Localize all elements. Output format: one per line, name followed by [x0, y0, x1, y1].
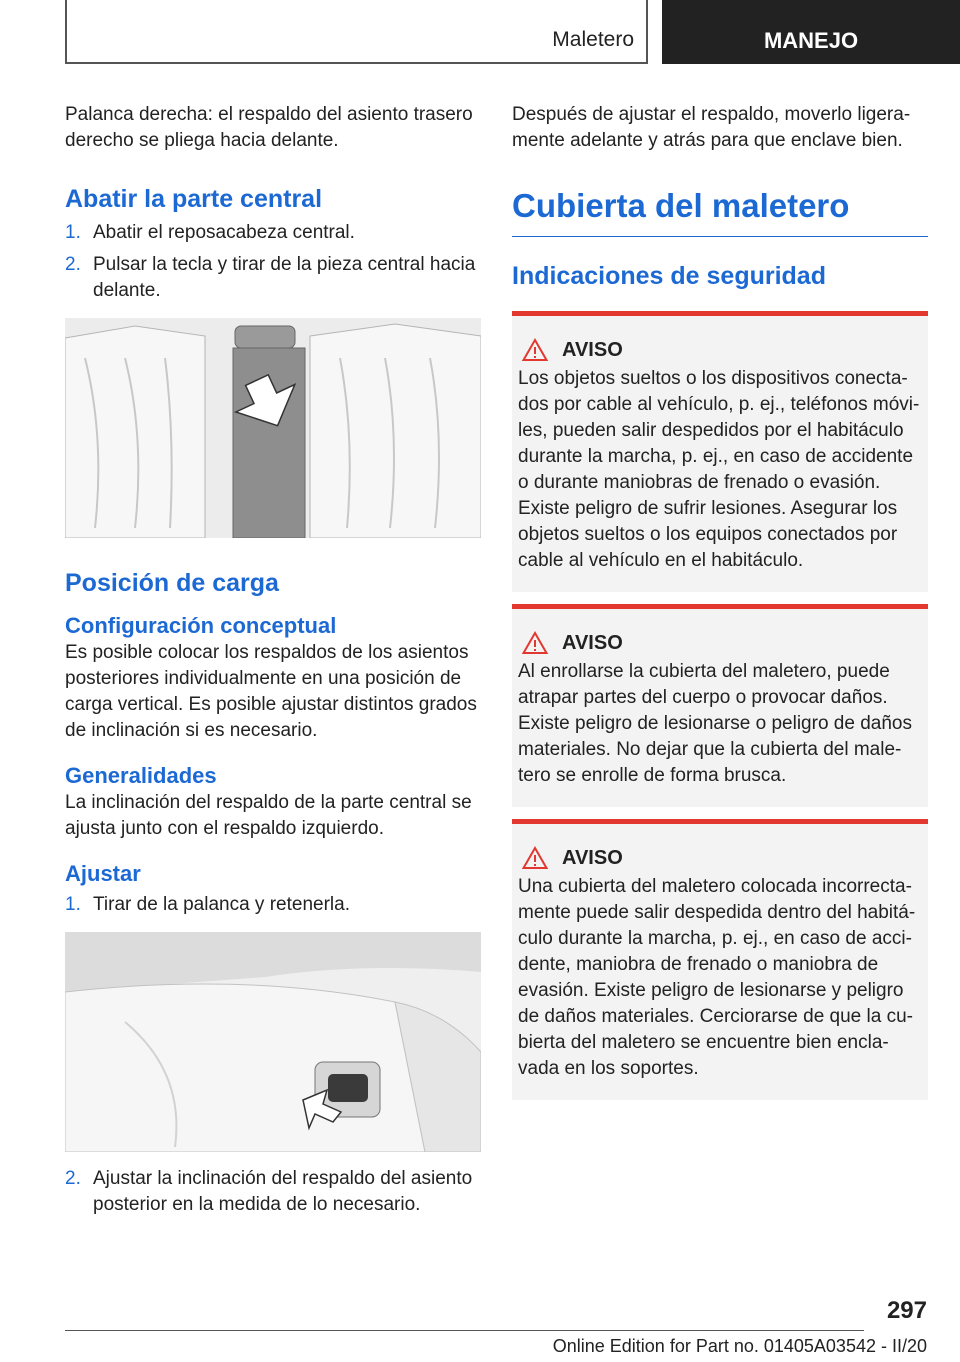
- step-number: 2.: [65, 1168, 81, 1189]
- warning-triangle-icon: [522, 338, 548, 362]
- ajustar-steps-b: [65, 1166, 477, 1218]
- header-chapter-tab: [662, 0, 960, 64]
- warning-triangle-icon: [522, 846, 548, 870]
- config-conceptual-heading: Configuración conceptual: [65, 613, 337, 638]
- warning-box-2: [512, 604, 928, 807]
- footer-divider: [65, 1330, 864, 1331]
- warning-box-1: [512, 311, 928, 592]
- warning-text: Los objetos sueltos o los dispositivos conecta-dos por cable al vehículo, p. ej., teléfonos móvi-les, pueden salir despedidos por el habitáculo durante la marcha, p. ej., en caso de accidente o durante maniobras de frenado o evasión. Existe peligro de sufrir lesiones. Asegurar los objetos sueltos o los equipos conectados por cable al vehículo en el habitáculo.: [518, 368, 920, 571]
- header-chapter-label: MANEJO: [763, 28, 859, 53]
- abatir-steps: [65, 220, 477, 304]
- seat-lever-illustration: [65, 932, 481, 1152]
- header-section-box: [65, 0, 648, 64]
- chapter-heading: Cubierta del maletero: [512, 186, 928, 237]
- footer-edition-text: Online Edition for Part no. 01405A03542 - II/20: [552, 1336, 927, 1356]
- abatir-step-2: [65, 252, 477, 304]
- warning-title: AVISO: [562, 338, 623, 361]
- generalidades-text: La inclinación del respaldo de la parte central se ajusta junto con el respaldo izquierdo.: [65, 792, 472, 839]
- header-section-title: Maletero: [552, 28, 634, 51]
- left-column: [65, 102, 477, 1224]
- step-text: Abatir el reposacabeza central.: [93, 222, 355, 243]
- step-number: 1.: [65, 222, 81, 243]
- rear-seat-illustration: [65, 318, 481, 538]
- step-number: 2.: [65, 254, 81, 275]
- config-conceptual-text: Es posible colocar los respaldos de los asientos posteriores individualmente en una posición de carga vertical. Es posible ajustar distintos grados de inclinación si es necesario.: [65, 642, 477, 741]
- left-intro-text: Palanca derecha: el respaldo del asiento trasero derecho se pliega hacia delante.: [65, 104, 473, 151]
- ajustar-step-2: [65, 1166, 477, 1218]
- step-number: 1.: [65, 894, 81, 915]
- abatir-heading: Abatir la parte central: [65, 185, 323, 213]
- warning-title: AVISO: [562, 631, 623, 654]
- step-text: Tirar de la palanca y retenerla.: [93, 894, 350, 915]
- generalidades-heading: Generalidades: [65, 763, 217, 788]
- warning-box-3: [512, 819, 928, 1100]
- step-text: Pulsar la tecla y tirar de la pieza central hacia delante.: [93, 254, 476, 301]
- step-text: Ajustar la inclinación del respaldo del asiento posterior en la medida de lo necesario.: [93, 1168, 473, 1215]
- ajustar-heading: Ajustar: [65, 861, 141, 886]
- safety-heading: Indicaciones de seguridad: [512, 262, 826, 290]
- page-number: 297: [886, 1297, 927, 1324]
- right-column: [512, 102, 928, 1100]
- posicion-carga-heading: Posición de carga: [65, 569, 279, 597]
- warning-triangle-icon: [522, 631, 548, 655]
- warning-title: AVISO: [562, 846, 623, 869]
- ajustar-step-1: [65, 892, 477, 918]
- warning-text: Al enrollarse la cubierta del maletero, puede atrapar partes del cuerpo o provocar daños. Existe peligro de lesionarse o peligro de daños materiales. No dejar que la cubierta del male-tero se enrolle de forma brusca.: [518, 661, 912, 786]
- abatir-step-1: [65, 220, 477, 246]
- ajustar-steps-a: [65, 892, 477, 918]
- warning-text: Una cubierta del maletero colocada incorrecta-mente puede salir despedida dentro del habitá-culo durante la marcha, p. ej., en caso de acci-dente, maniobra de frenado o maniobra de evasión. Existe peligro de lesionarse y peligro de daños materiales. Cerciorarse de que la cu-bierta del maletero se encuentre bien encla-vada en los soportes.: [518, 876, 916, 1079]
- right-intro-text: Después de ajustar el respaldo, moverlo ligera-mente adelante y atrás para que enclave bien.: [512, 104, 911, 151]
